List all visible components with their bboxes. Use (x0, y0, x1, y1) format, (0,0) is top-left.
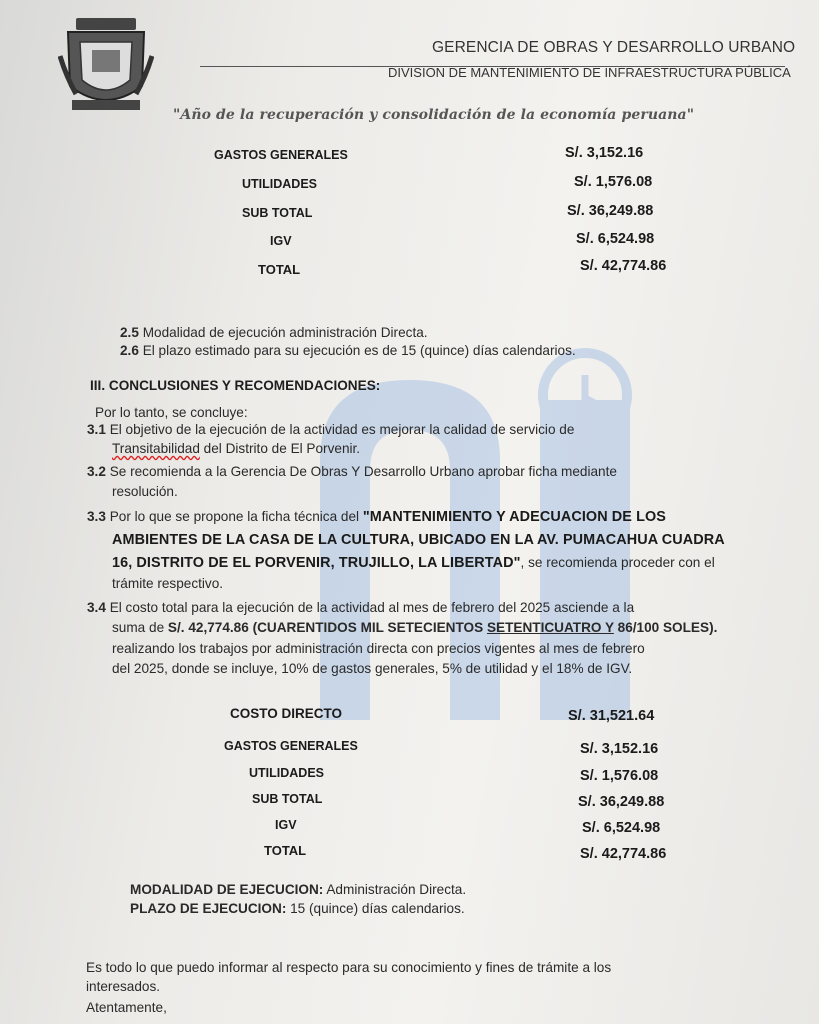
table-row-label: UTILIDADES (249, 766, 324, 780)
item-number: 3.1 (87, 422, 106, 437)
field-label: MODALIDAD DE EJECUCION: (130, 882, 324, 897)
item-2-5 (120, 325, 428, 340)
item-3-3-line4: trámite respectivo. (112, 576, 224, 591)
table-row-value: S/. 42,774.86 (580, 258, 667, 274)
item-text: Modalidad de ejecución administración Directa. (142, 325, 428, 340)
item-text: El plazo estimado para su ejecución es de 15 (quince) días calendarios. (142, 343, 576, 358)
header-division: DIVISION DE MANTENIMIENTO DE INFRAESTRUCTURA PÚBLICA (388, 65, 791, 80)
item-3-4-line1 (87, 600, 634, 615)
amount-words-underlined: SETENTICUATRO Y (486, 620, 614, 635)
closing-line1: Es todo lo que puedo informar al respecto para su conocimiento y fines de trámite a los (86, 960, 612, 975)
project-title: "MANTENIMIENTO Y ADECUACION DE LOS (362, 509, 666, 525)
table-row-value: S/. 36,249.88 (578, 794, 665, 810)
item-3-3-line2: AMBIENTES DE LA CASA DE LA CULTURA, UBICADO EN LA AV. PUMACAHUA CUADRA (112, 532, 725, 548)
table-row-label: SUB TOTAL (242, 206, 313, 220)
item-text: Se recomienda a la Gerencia De Obras Y Desarrollo Urbano aprobar ficha mediante (109, 464, 617, 479)
amount-words: S/. 42,774.86 (CUARENTIDOS MIL SETECIENTOS (167, 620, 487, 635)
table-row-label: COSTO DIRECTO (230, 706, 343, 721)
item-number: 3.4 (87, 600, 106, 615)
item-text: El objetivo de la ejecución de la actividad es mejorar la calidad de servicio de (109, 422, 575, 437)
item-text: del Distrito de El Porvenir. (199, 441, 361, 456)
table-row-value: S/. 1,576.08 (574, 174, 653, 190)
table-row-value: S/. 6,524.98 (582, 820, 661, 836)
municipal-seal-icon (58, 16, 154, 116)
field-label: PLAZO DE EJECUCION: (130, 901, 287, 916)
item-text: El costo total para la ejecución de la actividad al mes de febrero del 2025 asciende a la (109, 600, 635, 615)
field-value: Administración Directa. (323, 882, 467, 897)
item-3-1-line1 (87, 422, 574, 437)
item-text: Por lo que se propone la ficha técnica del (109, 509, 363, 524)
amount-words: 86/100 SOLES). (613, 620, 718, 635)
execution-plazo (130, 901, 465, 916)
table-row-value: S/. 42,774.86 (580, 846, 667, 862)
item-3-1-line2 (112, 441, 360, 456)
table-row-label: TOTAL (264, 843, 307, 858)
closing-line2: interesados. (86, 979, 161, 994)
item-text: , se recomienda proceder con el (520, 555, 715, 570)
execution-modalidad (130, 882, 466, 897)
item-3-4-line3: realizando los trabajos por administración directa con precios vigentes al mes de febrero (112, 641, 645, 656)
misspelled-word: Transitabilidad (112, 441, 200, 456)
item-3-4-line4: del 2025, donde se incluye, 10% de gastos generales, 5% de utilidad y el 18% de IGV. (112, 661, 633, 676)
item-3-3-line3 (112, 555, 715, 571)
table-row-label: GASTOS GENERALES (224, 739, 358, 753)
item-3-4-line2 (112, 620, 717, 635)
table-row-label: UTILIDADES (242, 177, 317, 191)
field-value: 15 (quince) días calendarios. (286, 901, 465, 916)
table-row-label: IGV (270, 234, 292, 248)
item-number: 3.3 (87, 509, 106, 524)
section-intro: Por lo tanto, se concluye: (95, 405, 248, 420)
item-3-2-line2: resolución. (112, 484, 178, 499)
section-heading: III. CONCLUSIONES Y RECOMENDACIONES: (90, 378, 381, 393)
item-number: 2.6 (120, 343, 139, 358)
table-row-value: S/. 3,152.16 (580, 741, 659, 757)
header-office: GERENCIA DE OBRAS Y DESARROLLO URBANO (432, 39, 796, 56)
closing-signoff: Atentamente, (86, 1000, 167, 1015)
table-row-label: SUB TOTAL (252, 792, 323, 806)
year-motto: "Año de la recuperación y consolidación de la economía peruana" (173, 107, 695, 123)
table-row-label: IGV (275, 818, 297, 832)
item-3-3-line1 (87, 509, 666, 525)
table-row-value: S/. 31,521.64 (568, 708, 655, 724)
item-number: 2.5 (120, 325, 139, 340)
item-3-2-line1 (87, 464, 617, 479)
table-row-value: S/. 1,576.08 (580, 768, 659, 784)
item-2-6 (120, 343, 576, 358)
table-row-value: S/. 3,152.16 (565, 145, 644, 161)
table-row-label: TOTAL (258, 262, 301, 277)
table-row-label: GASTOS GENERALES (214, 148, 348, 162)
project-title: 16, DISTRITO DE EL PORVENIR, TRUJILLO, LA LIBERTAD" (112, 555, 521, 571)
item-number: 3.2 (87, 464, 106, 479)
table-row-value: S/. 36,249.88 (567, 203, 654, 219)
table-row-value: S/. 6,524.98 (576, 231, 655, 247)
item-text: suma de (112, 620, 168, 635)
